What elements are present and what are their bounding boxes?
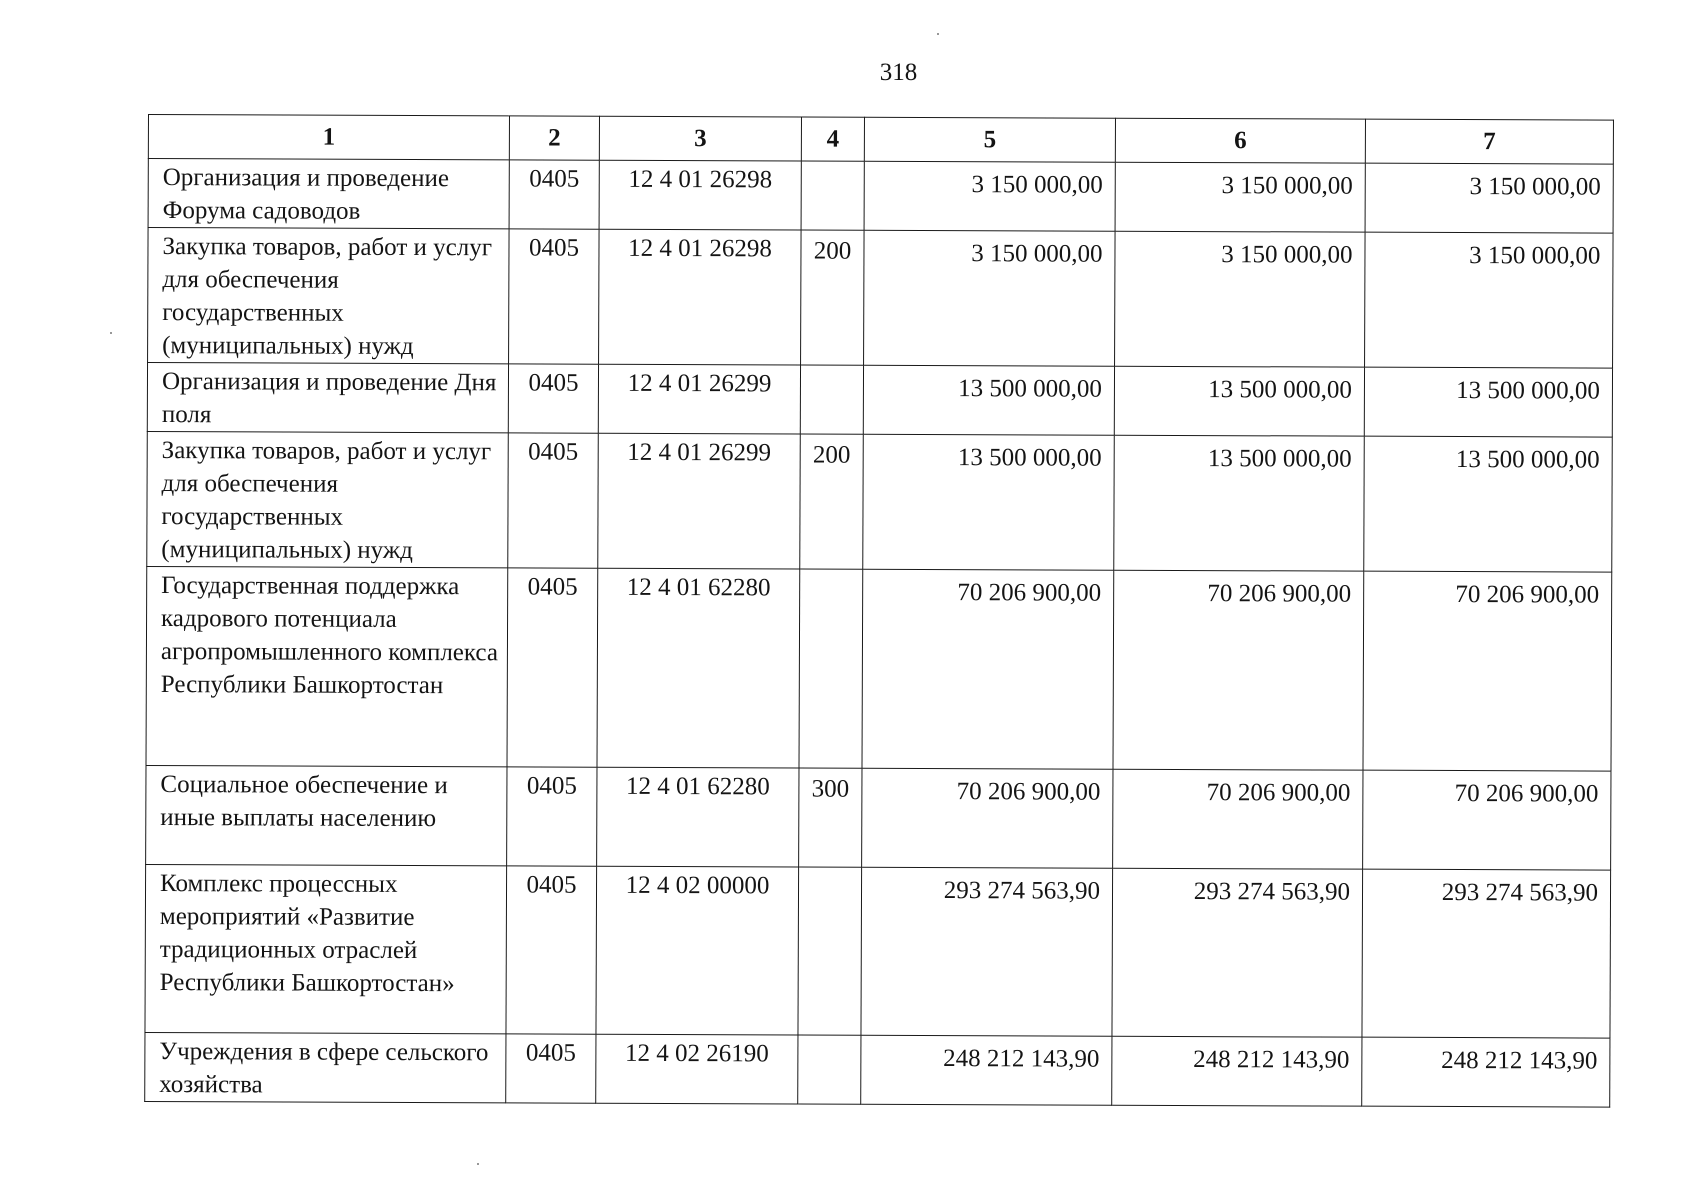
row-amount-col6: 3 150 000,00 [1115,162,1365,232]
header-row [148,115,1613,165]
row-amount-col5: 3 150 000,00 [864,161,1115,231]
row-name: Закупка товаров, работ и услуг для обеспечения государственных (муниципальных) нужд [148,228,510,364]
table-row [145,1032,1610,1107]
table-row [146,566,1612,771]
row-name: Комплекс процессных мероприятий «Развитие традиционных отраслей Республики Башкортостан» [145,864,507,1033]
scan-speck [477,1163,479,1165]
row-amount-col6: 70 206 900,00 [1113,570,1364,770]
row-code: 12 4 02 00000 [596,866,799,1035]
row-code: 12 4 01 26298 [599,160,801,230]
row-type [798,867,862,1035]
table-row [148,228,1614,369]
table-row [146,765,1611,870]
row-amount-col5: 70 206 900,00 [862,768,1113,868]
row-name: Организация и проведение Дня поля [147,363,508,433]
row-amount-col5: 13 500 000,00 [863,365,1114,435]
row-amount-col7: 70 206 900,00 [1363,571,1612,771]
table-row [148,159,1613,234]
table-row [145,864,1611,1038]
row-amount-col7: 13 500 000,00 [1364,436,1613,572]
row-type: 200 [800,434,864,569]
row-section: 0405 [508,364,598,433]
row-amount-col6: 70 206 900,00 [1113,769,1363,869]
row-amount-col7: 70 206 900,00 [1363,770,1611,870]
row-type: 300 [799,768,862,867]
column-header: 5 [864,117,1115,162]
row-amount-col7: 3 150 000,00 [1365,232,1614,368]
row-name: Закупка товаров, работ и услуг для обеспечения государственных (муниципальных) нужд [147,431,509,567]
row-amount-col6: 293 274 563,90 [1112,868,1363,1037]
row-section: 0405 [508,433,599,568]
row-name: Учреждения в сфере сельского хозяйства [145,1032,506,1102]
row-amount-col7: 13 500 000,00 [1364,367,1612,437]
column-header: 3 [599,116,801,161]
column-header: 7 [1365,119,1613,164]
row-amount-col5: 248 212 143,90 [861,1035,1112,1105]
row-section: 0405 [509,160,599,229]
row-amount-col7: 3 150 000,00 [1365,163,1613,233]
row-amount-col5: 3 150 000,00 [864,230,1116,366]
row-code: 12 4 01 26299 [598,364,800,434]
row-type [801,161,864,230]
row-section: 0405 [506,866,597,1034]
row-amount-col5: 293 274 563,90 [861,867,1113,1036]
table-row [147,363,1612,438]
column-header: 2 [509,116,599,160]
row-amount-col7: 248 212 143,90 [1362,1037,1610,1107]
row-code: 12 4 01 26299 [598,433,801,569]
row-type [799,569,863,768]
table-row [147,431,1613,572]
row-amount-col6: 248 212 143,90 [1112,1036,1362,1106]
row-section: 0405 [507,767,597,866]
page-number: 318 [879,59,918,86]
column-header: 4 [801,117,864,161]
row-code: 12 4 02 26190 [596,1034,798,1104]
row-amount-col6: 13 500 000,00 [1114,366,1364,436]
scan-speck [937,33,939,35]
row-code: 12 4 01 62280 [597,568,800,768]
column-header: 1 [148,115,509,160]
row-section: 0405 [509,229,600,364]
row-amount-col5: 70 206 900,00 [862,569,1114,769]
row-amount-col5: 13 500 000,00 [863,434,1115,570]
row-name: Организация и проведение Форума садоводов [148,159,509,229]
row-section: 0405 [507,568,598,767]
budget-table [144,114,1614,1108]
row-type: 200 [801,230,865,365]
row-section: 0405 [506,1034,596,1103]
row-type [798,1035,861,1104]
row-amount-col7: 293 274 563,90 [1362,869,1611,1038]
row-amount-col6: 13 500 000,00 [1114,435,1365,571]
column-header: 6 [1115,118,1365,163]
row-amount-col6: 3 150 000,00 [1115,231,1366,367]
row-name: Социальное обеспечение и иные выплаты населению [146,765,507,865]
scan-speck [110,332,112,334]
row-code: 12 4 01 26298 [599,229,802,365]
row-code: 12 4 01 62280 [597,767,799,867]
row-name: Государственная поддержка кадрового потенциала агропромышленного комплекса Республики Башкортостан [146,566,508,766]
row-type [800,365,863,434]
